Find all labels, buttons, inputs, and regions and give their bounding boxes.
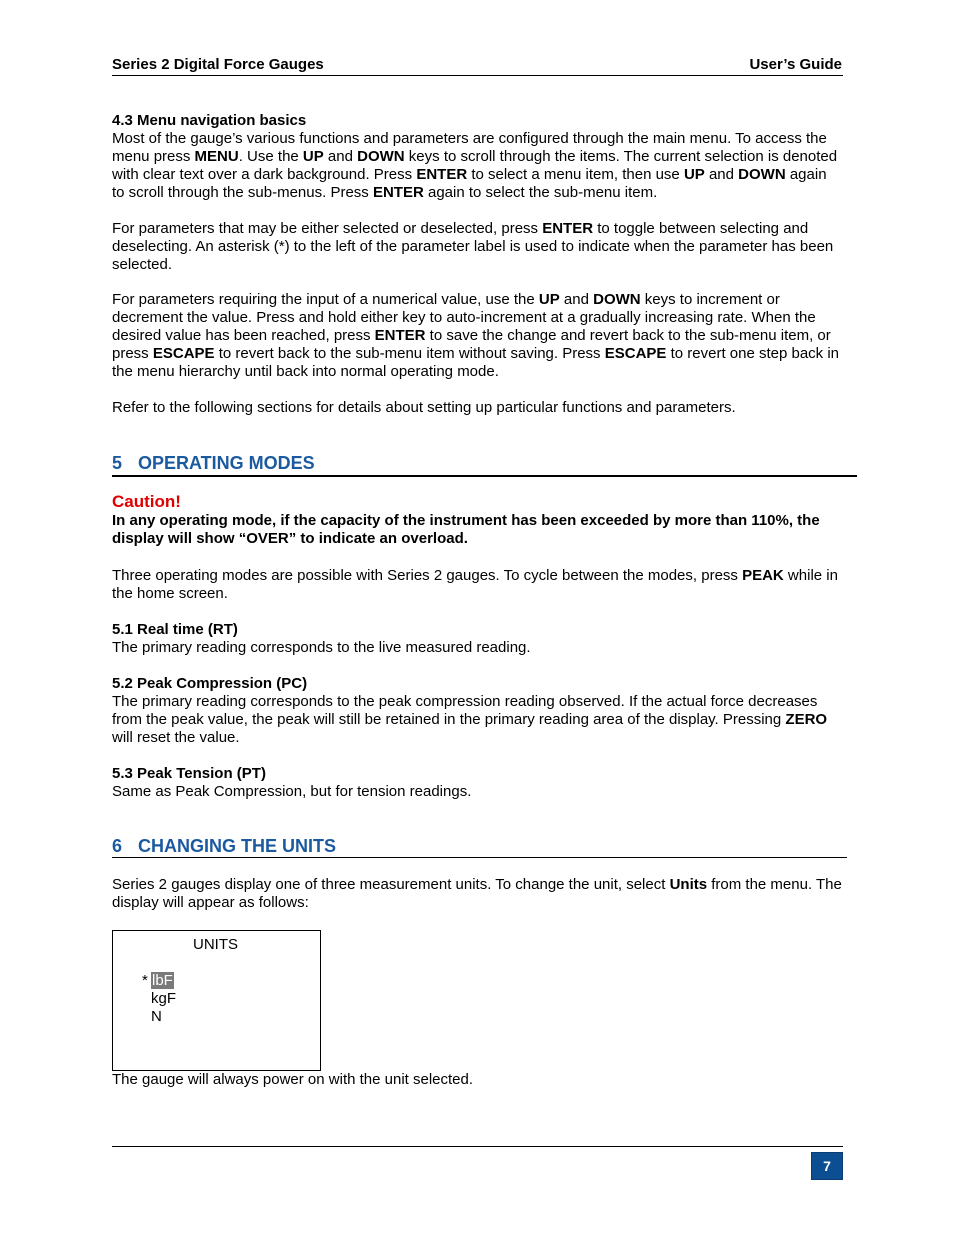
section-5-1 [112,621,842,657]
section-6-intro [112,876,842,912]
units-option-label: lbF [152,972,173,989]
paragraph: For parameters that may be either selected or deselected, press ENTER to toggle between selecting and deselecting. An asterisk (*) to the left of the parameter label is used to indicate when the parameter has been selected. [112,220,834,273]
paragraph: Same as Peak Compression, but for tension readings. [112,783,472,800]
subsection-title: 5.3 Peak Tension (PT) [112,765,266,782]
header-doc-title: Series 2 Digital Force Gauges [112,56,324,73]
section-5-heading [112,452,842,474]
bold-keyword: ESCAPE [152,345,215,362]
units-option-kgf [142,990,176,1008]
bold-keyword: ENTER [416,166,468,183]
bold-keyword: DOWN [738,166,786,183]
bold-keyword: ENTER [542,220,594,237]
bold-keyword: UP [538,291,560,308]
section-title: OPERATING MODES [138,453,315,473]
bold-keyword: DOWN [357,148,405,165]
units-option-lbf [142,972,174,990]
subsection-title: 5.1 Real time (RT) [112,621,238,638]
units-option-label: kgF [151,990,177,1007]
bold-keyword: ENTER [372,184,424,201]
paragraph: Three operating modes are possible with Series 2 gauges. To cycle between the modes, press PEAK while in the home screen. [112,567,838,602]
paragraph: The primary reading corresponds to the live measured reading. [112,639,531,656]
paragraph: Refer to the following sections for details about setting up particular functions and parameters. [112,399,736,416]
bold-keyword: UP [302,148,324,165]
caution-block [112,492,842,548]
section-4-3-paragraph-4 [112,399,842,417]
section-4-3 [112,112,842,202]
subsection-title: 5.2 Peak Compression (PC) [112,675,308,692]
units-option-label: N [151,1008,162,1025]
bold-keyword: ENTER [374,327,426,344]
section-4-3-paragraph-3 [112,291,842,381]
units-option-n [142,1008,162,1026]
page-number-badge: 7 [811,1152,843,1180]
paragraph: Series 2 gauges display one of three measurement units. To change the unit, select Units from the menu. The display will appear as follows: [112,876,842,911]
header-guide-label: User’s Guide [749,56,842,73]
subsection-title: 4.3 Menu navigation basics [112,112,307,129]
units-display-title: UNITS [193,936,238,953]
caution-label: Caution! [112,492,181,511]
footer-rule [112,1146,843,1147]
bold-keyword: UP [683,166,705,183]
bold-keyword: Units [669,876,708,893]
paragraph: The gauge will always power on with the unit selected. [112,1071,474,1088]
bold-keyword: ZERO [785,711,828,728]
bold-keyword: ESCAPE [604,345,667,362]
section-5-3 [112,765,842,801]
paragraph: Most of the gauge’s various functions and parameters are configured through the main menu. To access the menu press MENU. Use the UP and DOWN keys to scroll through the items. The current selection is denoted with clear text over a dark background. Press ENTER to select a menu item, then use UP and DOWN again to scroll through the sub-menus. Press ENTER again to select the sub-menu item. [112,130,838,201]
section-number: 6 [112,836,123,856]
section-4-3-paragraph-2 [112,220,842,274]
section-5-intro [112,567,842,603]
bold-keyword: MENU [194,148,239,165]
section-6-heading [112,835,842,857]
section-6-rule [112,857,847,858]
caution-text: In any operating mode, if the capacity of the instrument has been exceeded by more than 110%, the display will show “OVER” to indicate an overload. [112,512,820,547]
section-5-2 [112,675,842,747]
section-6-after [112,1071,842,1089]
section-5-rule [112,475,857,477]
bold-keyword: PEAK [742,567,784,584]
paragraph: For parameters requiring the input of a numerical value, use the UP and DOWN keys to increment or decrement the value. Press and hold either key to auto-increment at a gradually increasing rate. When the desired value has been reached, press ENTER to save the change and revert back to the sub-menu item, or press ESCAPE to revert back to the sub-menu item without saving. Press ESCAPE to revert one step back in the menu hierarchy until back into normal operating mode. [112,291,840,380]
paragraph: The primary reading corresponds to the peak compression reading observed. If the actual force decreases from the peak value, the peak will still be retained in the primary reading area of the display. Pressing ZERO will reset the value. [112,693,828,746]
section-title: CHANGING THE UNITS [138,836,336,856]
section-number: 5 [112,453,123,473]
selected-asterisk: * [142,972,148,989]
bold-keyword: DOWN [593,291,641,308]
header-rule [112,75,843,76]
